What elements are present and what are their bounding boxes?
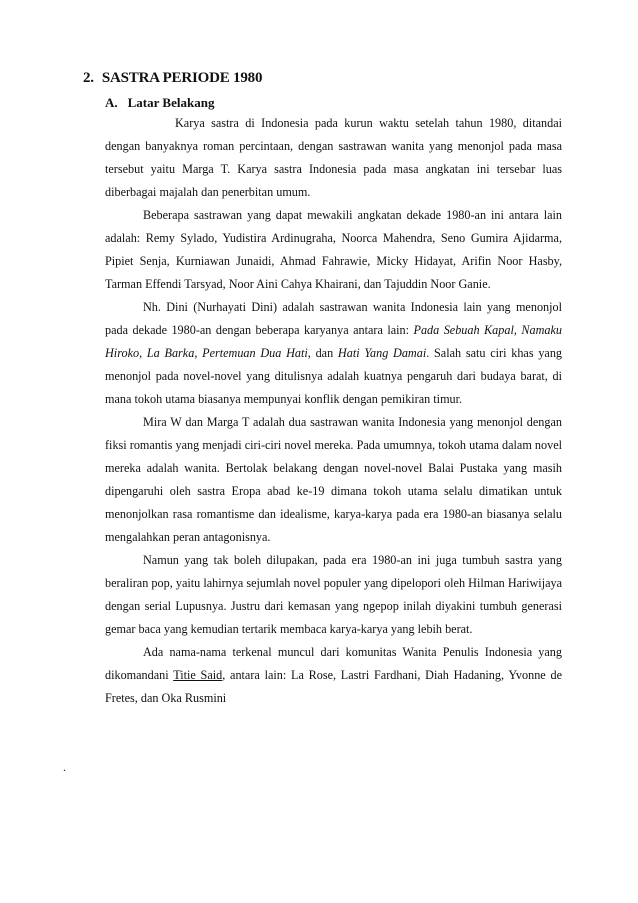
separator: , dan [307, 346, 338, 360]
section-heading [83, 70, 262, 87]
work-title-pada-sebuah-kapal: Pada Sebuah Kapal [413, 323, 514, 337]
separator: , [194, 346, 203, 360]
paragraph-6-after: , antara lain: La Rose, Lastri Fardhani, Diah Hadaning, Yvonne de Fretes, dan Oka Rusmini [105, 668, 562, 705]
work-title-pertemuan-dua-hati: Pertemuan Dua Hati [202, 346, 308, 360]
body-text [105, 112, 562, 710]
paragraph-4: Mira W dan Marga T adalah dua sastrawan wanita Indonesia yang menonjol dengan fiksi romantis yang menjadi ciri-ciri novel mereka. Pada umumnya, tokoh utama dalam novel mereka adalah wanita. Bertolak belakang dengan novel-novel Balai Pustaka yang masih dipengaruhi oleh sastra Eropa abad ke-19 dimana tokoh utama selalu dimatikan untuk menonjolkan rasa romantisme dan idealisme, karya-karya pada era 1980-an biasanya selalu mengalahkan peran antagonisnya. [105, 415, 562, 544]
separator: , [139, 346, 147, 360]
subsection-heading [105, 95, 214, 111]
section-number: 2. [83, 70, 94, 86]
subsection-title: Latar Belakang [127, 95, 215, 110]
work-title-hati-yang-damai: Hati Yang Damai [337, 346, 427, 360]
paragraph-3 [105, 296, 562, 411]
paragraph-6-before: Ada nama-nama terkenal muncul dari komunitas Wanita Penulis Indonesia yang dikomandani [105, 645, 562, 682]
footer-mark: . [63, 760, 66, 774]
paragraph-2: Beberapa sastrawan yang dapat mewakili angkatan dekade 1980-an ini antara lain adalah: Remy Sylado, Yudistira Ardinugraha, Noorca Mahendra, Seno Gumira Ajidarma, Pipiet Senja, Kurniawan Junaidi, Ahmad Fahrawie, Micky Hidayat, Arifin Noor Hasby, Tarman Effendi Tarsyad, Noor Aini Cahya Khairani, dan Tajuddin Noor Ganie. [105, 208, 562, 291]
section-title: SASTRA PERIODE 1980 [101, 70, 263, 86]
paragraph-5: Namun yang tak boleh dilupakan, pada era 1980-an ini juga tumbuh sastra yang beraliran pop, yaitu lahirnya sejumlah novel populer yang dipelopori oleh Hilman Hariwijaya dengan serial Lupusnya. Justru dari kemasan yang ngepop inilah diyakini tumbuh generasi gemar baca yang kemudian tertarik membaca karya-karya yang lebih berat. [105, 553, 562, 636]
paragraph-3-intro: Nh. Dini (Nurhayati Dini) adalah sastrawan wanita Indonesia lain yang menonjol pada dekade 1980-an dengan beberapa karyanya antara lain: [105, 300, 562, 337]
subsection-letter: A. [105, 95, 118, 110]
paragraph-3-rest: . Salah satu ciri khas yang menonjol pada novel-novel yang ditulisnya adalah kuatnya pengaruh dari budaya barat, di mana tokoh utama biasanya mempunyai konflik dengan pemikiran timur. [105, 346, 563, 406]
titie-said-link[interactable]: Titie Said [173, 668, 223, 682]
paragraph-6 [105, 641, 562, 710]
paragraph-1: Karya sastra di Indonesia pada kurun waktu setelah tahun 1980, ditandai dengan banyaknya roman percintaan, dengan sastrawan wanita yang menonjol pada masa tersebut yaitu Marga T. Karya sastra Indonesia pada masa angkatan ini tersebar luas diberbagai majalah dan penerbitan umum. [105, 116, 562, 199]
separator: , [513, 323, 522, 337]
work-title-namaku-hiroko: Namaku Hiroko [105, 323, 563, 360]
work-title-la-barka: La Barka [146, 346, 195, 360]
